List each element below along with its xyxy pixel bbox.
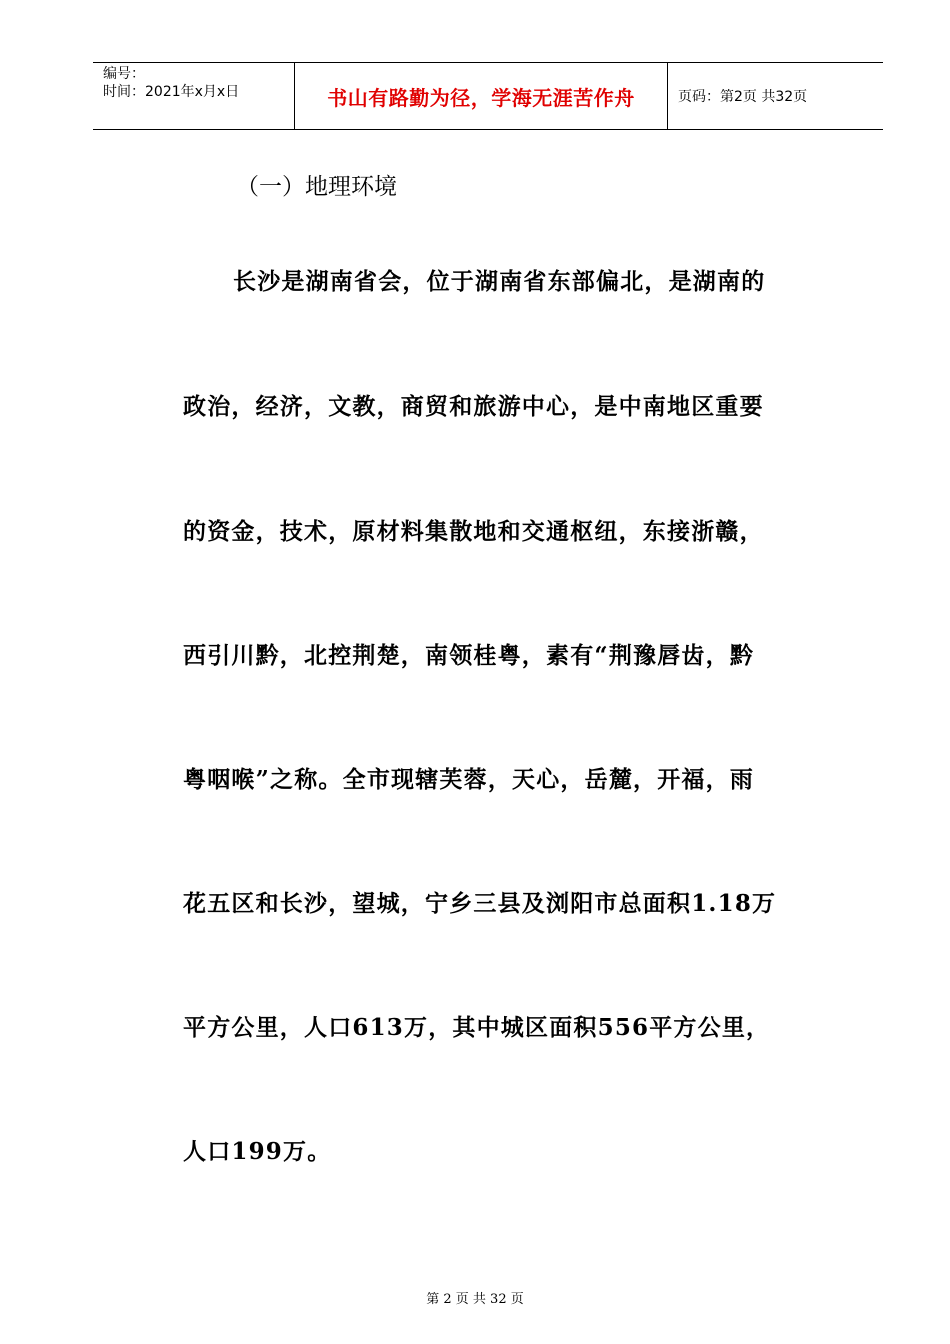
paragraph-line-8: 人口199万。 [183, 1138, 332, 1165]
paragraph-line-6: 花五区和长沙，望城，宁乡三县及浏阳市总面积1.18万 [183, 890, 777, 917]
page-header [93, 62, 883, 130]
page-footer: 第 2 页 共 32 页 [426, 1292, 524, 1307]
header-motto: 书山有路勤为径，学海无涯苦作舟 [295, 63, 668, 129]
paragraph-line-5: 粤咽喉”之称。全市现辖芙蓉，天心，岳麓，开福，雨 [183, 766, 755, 793]
header-page-info: 页码：第2页 共32页 [678, 89, 808, 105]
header-meta [93, 63, 295, 129]
document-number-label: 编号： [103, 66, 145, 82]
document-time: 时间：2021年x月x日 [103, 84, 240, 100]
paragraph-line-2: 政治，经济，文教，商贸和旅游中心，是中南地区重要 [183, 393, 764, 420]
paragraph-line-7: 平方公里，人口613万，其中城区面积556平方公里， [183, 1014, 771, 1041]
paragraph-line-3: 的资金，技术，原材料集散地和交通枢纽，东接浙赣， [183, 518, 764, 545]
section-title: （一）地理环境 [236, 174, 397, 200]
paragraph-line-4: 西引川黔，北控荆楚，南领桂粤，素有“荆豫唇齿，黔 [183, 642, 755, 669]
paragraph-line-1: 长沙是湖南省会，位于湖南省东部偏北，是湖南的 [233, 268, 766, 295]
